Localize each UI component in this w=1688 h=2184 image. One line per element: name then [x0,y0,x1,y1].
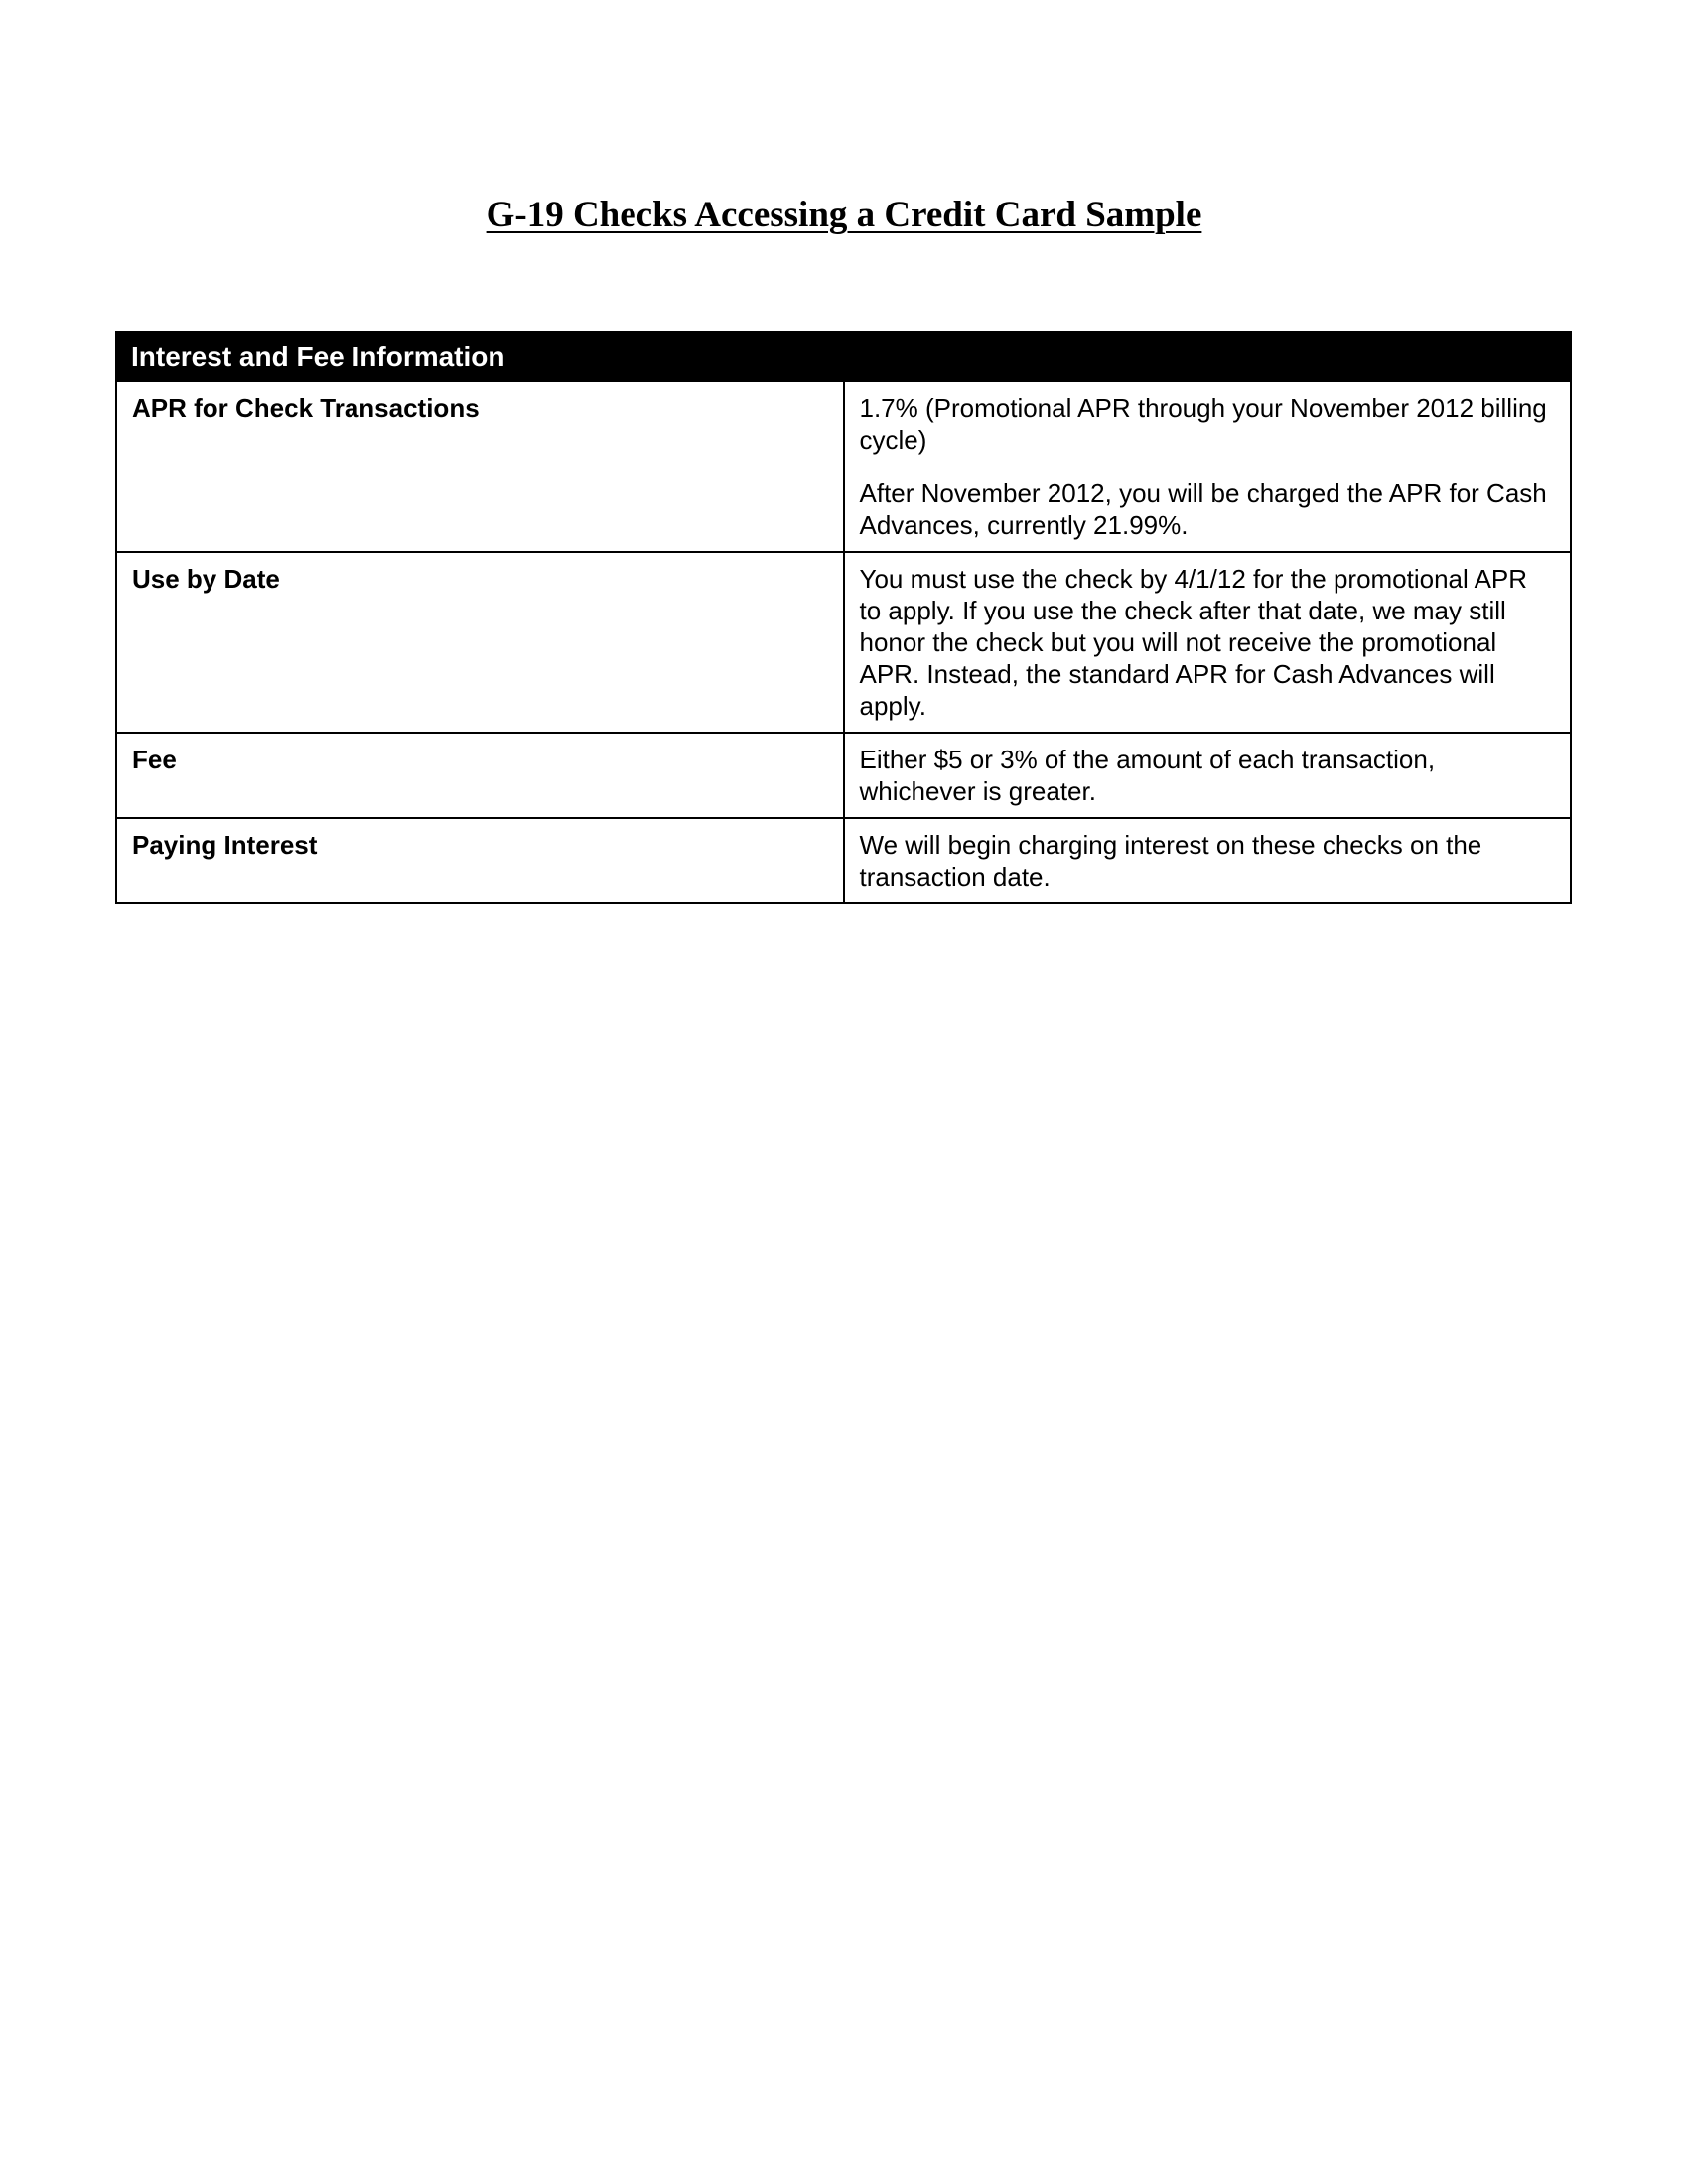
row-label-paying-interest: Paying Interest [116,818,844,903]
table-header: Interest and Fee Information [116,332,1571,381]
row-label-use-by-date: Use by Date [116,552,844,733]
row-label-apr: APR for Check Transactions [116,381,844,552]
apr-after-promo-text: After November 2012, you will be charged the APR for Cash Advances, currently 21.99%. [859,478,1547,540]
row-label-fee: Fee [116,733,844,818]
row-value-paying-interest [844,818,1572,903]
row-value-fee [844,733,1572,818]
row-value-use-by-date [844,552,1572,733]
table-row-paying-interest [116,818,1571,903]
paying-interest-text: We will begin charging interest on these checks on the transaction date. [859,830,1482,891]
table-row-fee [116,733,1571,818]
fee-text: Either $5 or 3% of the amount of each transaction, whichever is greater. [859,745,1436,806]
interest-fee-table [115,331,1572,904]
table-header-row [116,332,1571,381]
table-row-apr [116,381,1571,552]
row-value-apr [844,381,1572,552]
use-by-date-text: You must use the check by 4/1/12 for the promotional APR to apply. If you use the check after that date, we may still honor the check but you will not receive the promotional APR. Instead, the standard APR for Cash Advances will apply. [859,564,1528,721]
table-row-use-by-date [116,552,1571,733]
page-title: G-19 Checks Accessing a Credit Card Sample [486,195,1202,235]
apr-promotional-text: 1.7% (Promotional APR through your November 2012 billing cycle) [859,393,1547,455]
